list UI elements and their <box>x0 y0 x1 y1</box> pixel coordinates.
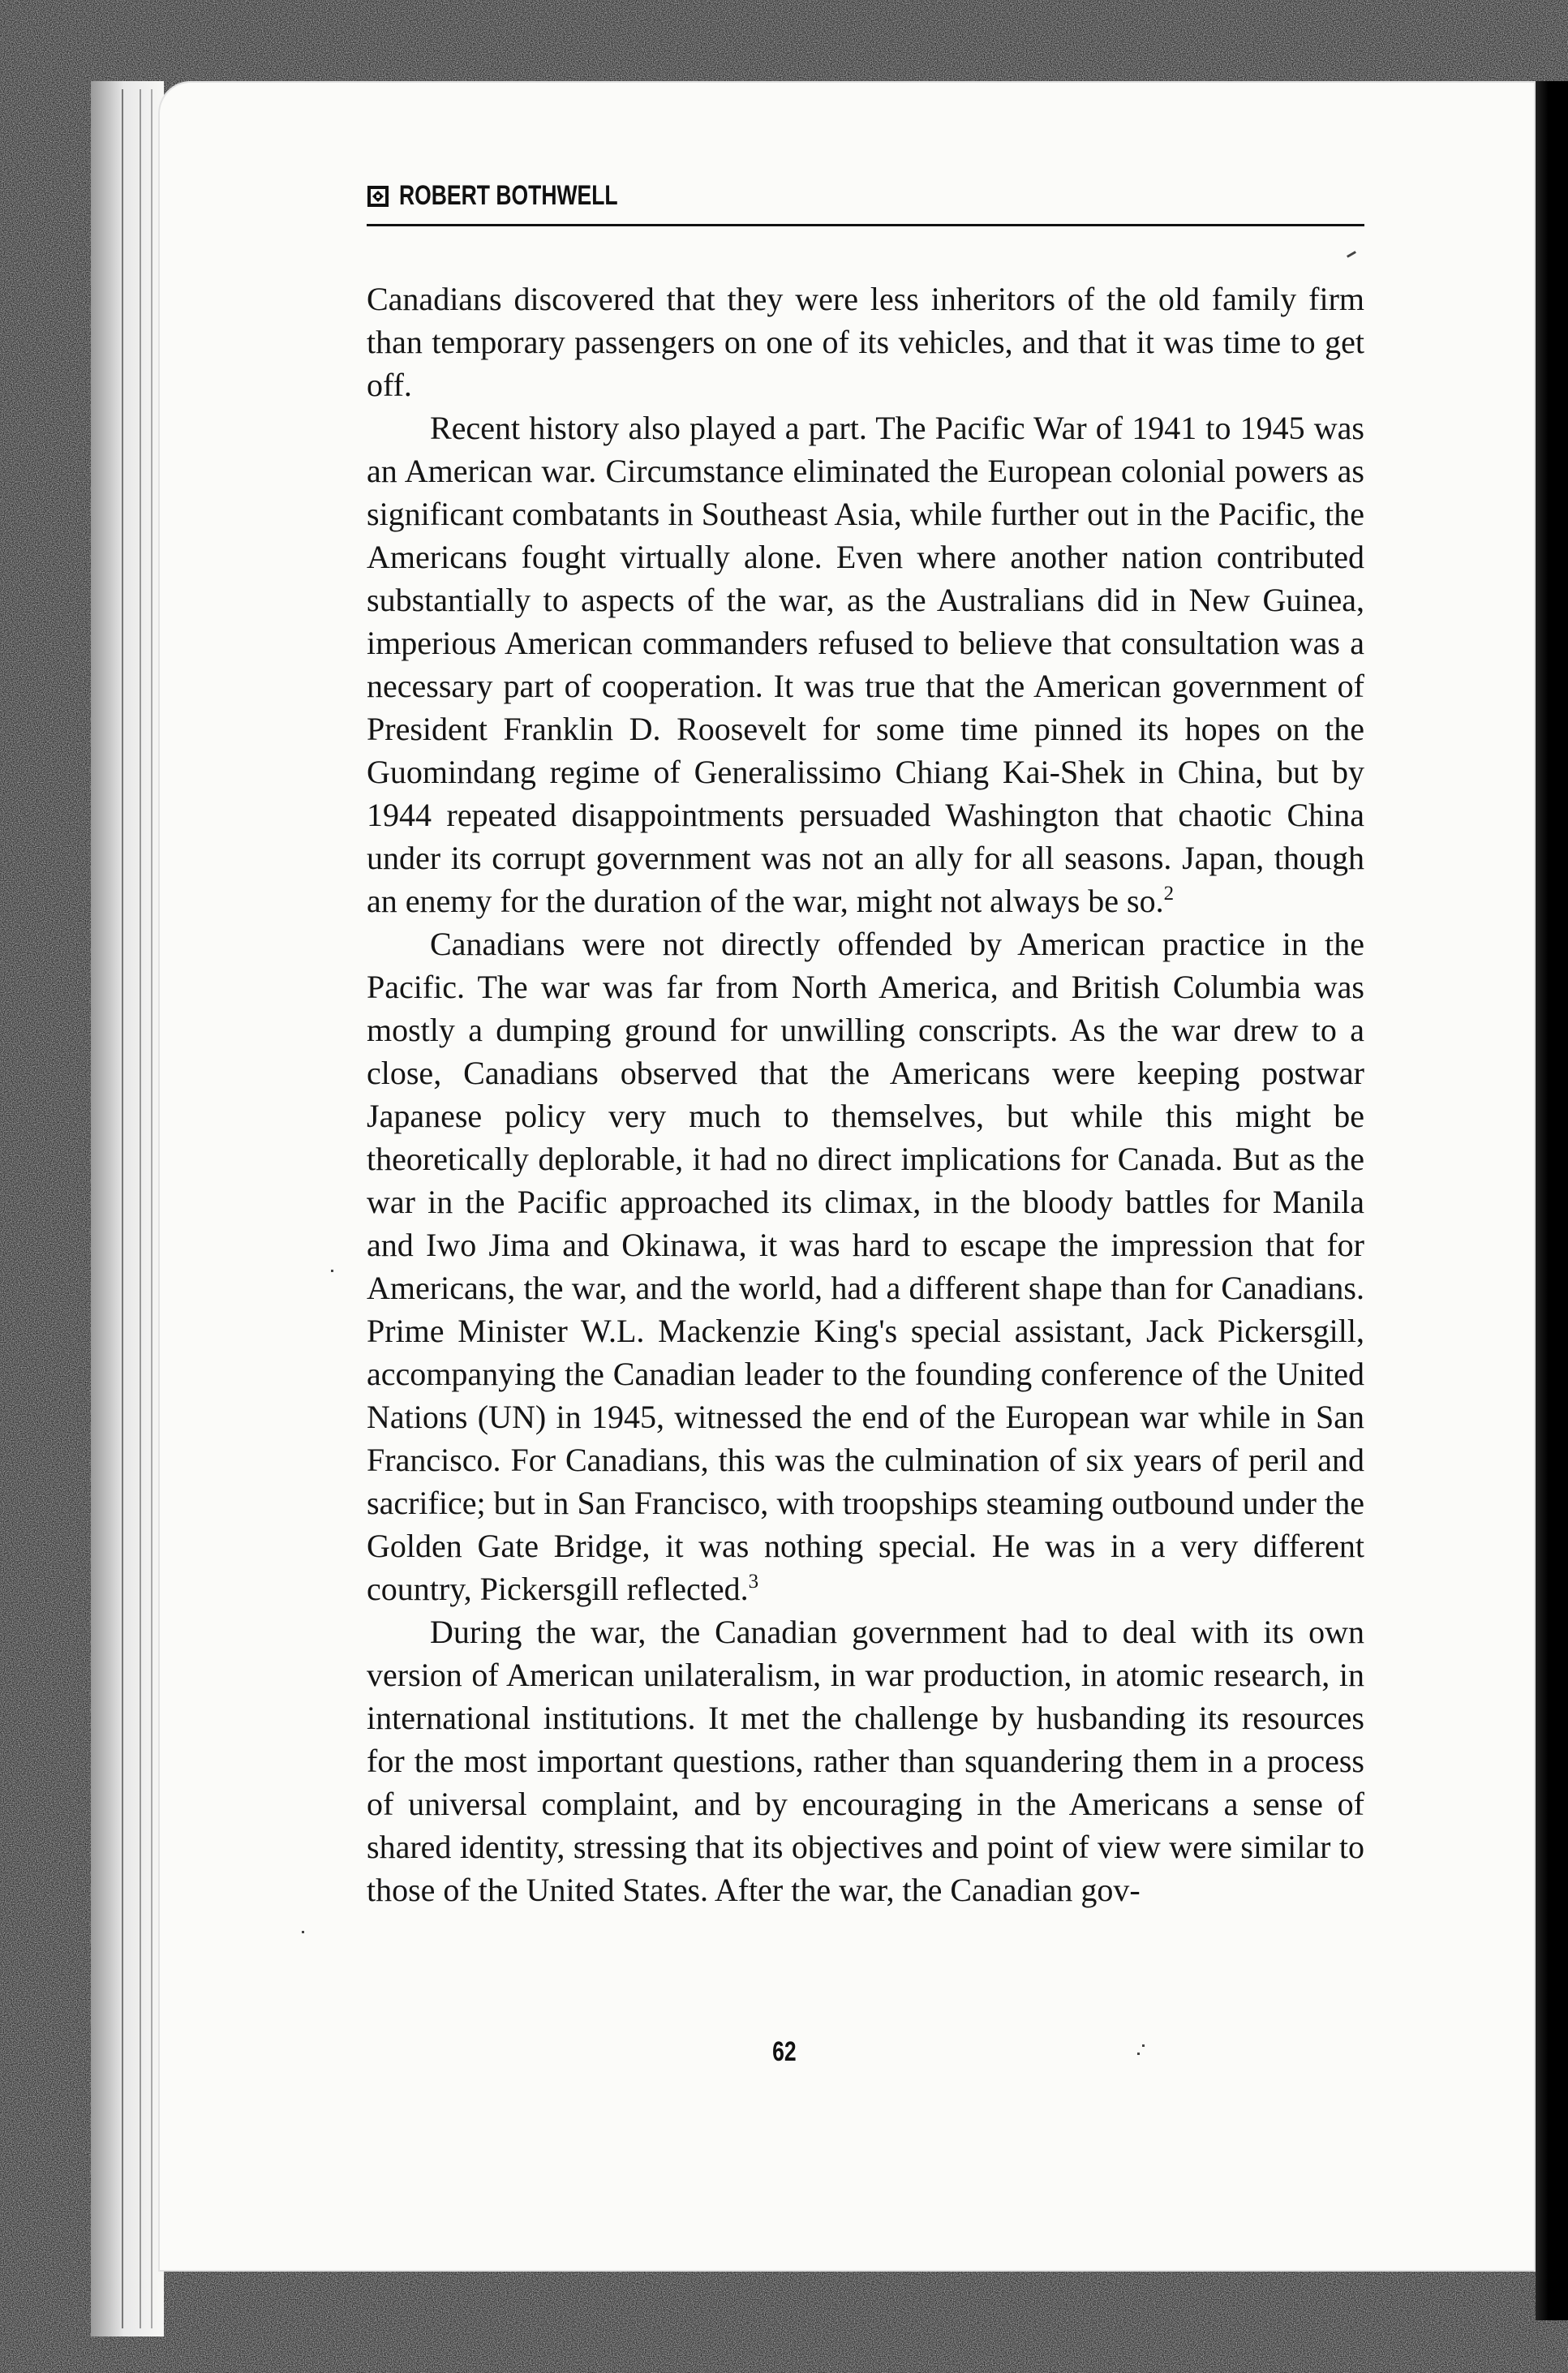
paragraph-text: Canadians were not directly offended by American practice in the Pacific. The war was far from North America, and British Columbia was mostly a dumping ground for unwilling conscripts. As the war drew to a close, Canadians observed that the Americans were keeping postwar Japanese policy very much to themselves, but while this might be theoretically deplorable, it had no direct implications for Canada. But as the war in the Pacific approached its climax, in the bloody battles for Manila and Iwo Jima and Okinawa, it was hard to escape the impression that for Americans, the war, and the world, had a different shape than for Canadians. Prime Minister W.L. Mackenzie King's special assistant, Jack Pickersgill, accompanying the Canadian leader to the founding conference of the United Nations (UN) in 1945, witnessed the end of the European war while in San Francisco. For Canadians, this was the culmination of six years of peril and sacrifice; but in San Francisco, with troopships steaming outbound under the Golden Gate Bridge, it was nothing special. He was in a very different country, Pickersgill reflected. <box>367 926 1364 1607</box>
gutter-line <box>122 89 123 2328</box>
footnote-marker: 2 <box>1163 883 1175 905</box>
chapter-emblem-icon <box>367 185 389 208</box>
gutter-line <box>140 89 141 2328</box>
scan-speck <box>1137 2053 1140 2055</box>
paragraph: Canadians discovered that they were less inheritors of the old family firm than temporary passengers on one of its vehicles, and that it was time to get off. <box>367 281 1364 403</box>
scan-speck <box>302 1931 304 1933</box>
page-number: 62 <box>771 2036 797 2067</box>
body-text <box>367 277 1364 1911</box>
paragraph: During the war, the Canadian government had to deal with its own version of American unilateralism, in war production, in atomic research, in international institutions. It met the challenge by husbanding its resources for the most important questions, rather than squandering them in a process of universal complaint, and by encouraging in the Americans a sense of shared identity, stressing that its objectives and point of view were similar to those of the United States. After the war, the Canadian gov- <box>367 1614 1364 1908</box>
page-edge <box>1536 81 1568 2320</box>
paragraph-text: Recent history also played a part. The Pacific War of 1941 to 1945 was an American war. Circumstance eliminated the European colonial powers as significant combatants in Southeast Asia, while further out in the Pacific, the Americans fought virtually alone. Even where another nation contributed substantially to aspects of the war, as the Australians did in New Guinea, imperious American commanders refused to believe that consultation was a necessary part of cooperation. It was true that the American government of President Franklin D. Roosevelt for some time pinned its hopes on the Guomindang regime of Generalissimo Chiang Kai-Shek in China, but by 1944 repeated disappointments persuaded Washington that chaotic China under its corrupt government was not an ally for all seasons. Japan, though an enemy for the duration of the war, might not always be so. <box>367 410 1364 919</box>
header-author-name: ROBERT BOTHWELL <box>399 180 618 211</box>
gutter-line <box>151 89 153 2328</box>
scan-speck <box>331 1270 333 1272</box>
running-header <box>367 180 1364 226</box>
scan-speck <box>1142 2044 1145 2047</box>
paragraph <box>367 922 1364 1610</box>
footnote-marker: 3 <box>748 1571 759 1593</box>
page-gutter <box>91 81 164 2336</box>
paragraph <box>367 406 1364 922</box>
